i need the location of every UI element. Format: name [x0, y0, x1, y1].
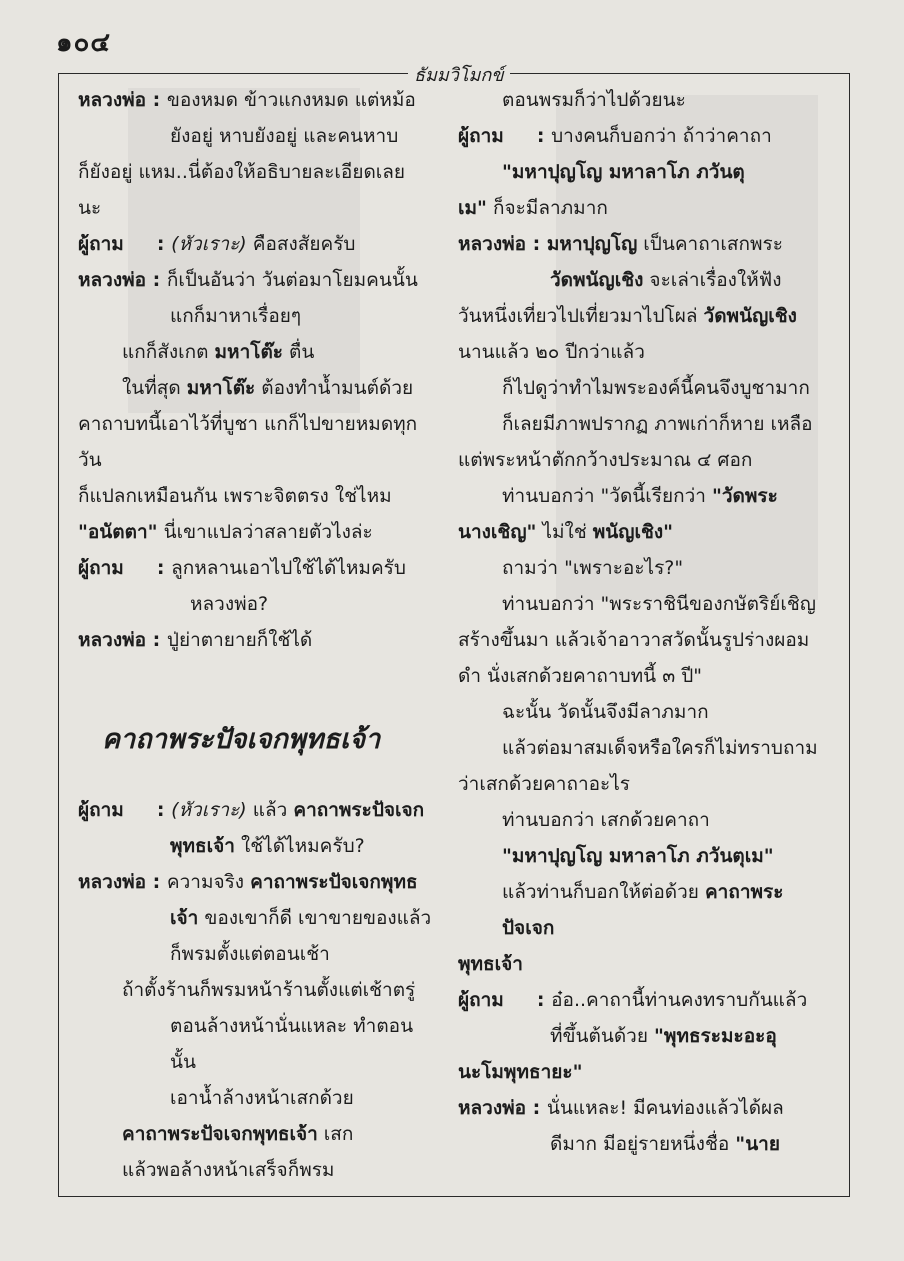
text-run: แล้ว [246, 799, 294, 821]
dialogue-text [547, 226, 824, 262]
bold-term: พุทธเจ้า [170, 835, 235, 857]
dialogue-line [78, 82, 432, 118]
text-run: ที่ขึ้นต้นด้วย [550, 1025, 655, 1047]
dialogue-text [171, 792, 432, 828]
speaker-label: หลวงพ่อ : [78, 871, 167, 893]
text-line: ถ้าตั้งร้านก็พรมหน้าร้านตั้งแต่เช้าตรู่ [122, 979, 416, 1001]
dialogue-text: ลูกหลานเอาไปใช้ได้ไหมครับ [171, 557, 406, 579]
bold-term: วัดพนัญเชิง [703, 305, 797, 327]
text-line [78, 514, 432, 550]
text-run: ก็จะมีลาภมาก [486, 197, 608, 219]
text-line: ก็ยังอยู่ แหม..นี่ต้องให้อธิบายละเอียดเลย [78, 161, 406, 183]
right-column [458, 82, 824, 1162]
dialogue-line [78, 792, 432, 828]
section-heading: คาถาพระปัจเจกพุทธเจ้า [102, 724, 381, 755]
speaker-label: หลวงพ่อ : [458, 233, 547, 255]
text-line [458, 262, 824, 298]
dialogue-line [78, 550, 432, 586]
bold-term: "อนัตตา" [78, 521, 158, 543]
text-line [458, 874, 824, 946]
text-line [458, 1018, 824, 1054]
text-line [78, 900, 432, 936]
dialogue-text: ก็เป็นอันว่า วันต่อมาโยมคนนั้น [166, 269, 418, 291]
text-line [458, 298, 824, 334]
running-title: ธัมมวิโมกข์ [408, 60, 510, 89]
text-run: ความจริง [166, 871, 251, 893]
text-line: แล้วพอล้างหน้าเสร็จก็พรม [122, 1159, 335, 1181]
bold-term: เจ้า [170, 907, 199, 929]
text-run: ต้องทำน้ำมนต์ด้วย [255, 377, 414, 399]
dialogue-line [78, 226, 432, 262]
bold-term: วัดพนัญเชิง [550, 269, 644, 291]
text-line: เอาน้ำล้างหน้าเสกด้วย [170, 1087, 354, 1109]
dialogue-text: อ๋อ..คาถานี้ท่านคงทราบกันแล้ว [551, 989, 808, 1011]
text-line: ก็เลยมีภาพปรากฏ ภาพเก่าก็หาย เหลือ [502, 413, 813, 435]
text-line: พุทธเจ้า [458, 953, 523, 975]
bold-term: "นาย [735, 1133, 780, 1155]
text-line [78, 1116, 432, 1152]
dialogue-text: ของหมด ข้าวแกงหมด แต่หม้อ [166, 89, 416, 111]
text-line: ถามว่า "เพราะอะไร?" [502, 557, 684, 579]
text-line: นะ [78, 197, 102, 219]
text-line: ตอนพรมก็ว่าไปด้วยนะ [502, 89, 686, 111]
text-line: ยังอยู่ หาบยังอยู่ และคนหาบ [170, 125, 399, 147]
text-line [458, 514, 824, 550]
text-line: "มหาปุญโญ มหาลาโภ ภวันตุ [502, 161, 745, 183]
bold-term: คาถาพระปัจเจกพุทธเจ้า [122, 1123, 318, 1145]
text-line [458, 478, 824, 514]
text-line: ท่านบอกว่า เสกด้วยคาถา [502, 809, 710, 831]
speaker-label: ผู้ถาม : [78, 799, 172, 821]
dialogue-line [78, 864, 432, 900]
text-line: ก็พรมตั้งแต่ตอนเช้า [170, 943, 330, 965]
dialogue-text: ปู่ย่าตายายก็ใช้ได้ [166, 629, 313, 651]
text-run: วันหนึ่งเที่ยวไปเที่ยวมาไปโผล่ [458, 305, 704, 327]
bold-term: คาถาพระปัจเจก [502, 881, 784, 939]
text-line: ท่านบอกว่า "พระราชินีของกษัตริย์เชิญ [502, 593, 816, 615]
text-line [458, 1126, 824, 1162]
text-line: สร้างขึ้นมา แล้วเจ้าอาวาสวัดนั้นรูปร่างผอม [458, 629, 810, 651]
text-line [78, 370, 432, 406]
speaker-label: หลวงพ่อ : [78, 629, 167, 651]
text-run: ในที่สุด [122, 377, 187, 399]
bold-term: พนัญเชิง" [592, 521, 674, 543]
text-line: ตอนล้างหน้านั่นแหละ ทำตอนนั้น [170, 1015, 414, 1073]
text-line: "มหาปุญโญ มหาลาโภ ภวันตุเม" [502, 845, 774, 867]
speaker-label: ผู้ถาม : [78, 233, 172, 255]
bold-term: มหาโต๊ะ [214, 341, 283, 363]
bold-term: เม" [458, 197, 487, 219]
text-line: ก็ไปดูว่าทำไมพระองค์นี้คนจึงบูชามาก [502, 377, 810, 399]
left-column [78, 82, 432, 1188]
text-run: จะเล่าเรื่องให้ฟัง [643, 269, 782, 291]
text-line [78, 334, 432, 370]
speaker-label: หลวงพ่อ : [78, 89, 167, 111]
speaker-label: ผู้ถาม : [458, 125, 552, 147]
bold-term: "วัดพระ [711, 485, 778, 507]
dialogue-line [458, 1090, 824, 1126]
text-line: แกก็มาหาเรื่อยๆ [170, 305, 302, 327]
text-line: นานแล้ว ๒๐ ปีกว่าแล้ว [458, 341, 645, 363]
speaker-label: หลวงพ่อ : [78, 269, 167, 291]
text-line: คาถาบทนี้เอาไว้ที่บูชา แกก็ไปขายหมดทุกวัน [78, 413, 418, 471]
bold-term: มหาโต๊ะ [186, 377, 256, 399]
speaker-label: ผู้ถาม : [458, 989, 552, 1011]
dialogue-text [171, 226, 432, 262]
bold-term: มหาปุญโญ [546, 233, 638, 255]
text-run: ของเขาก็ดี เขาขายของแล้ว [198, 907, 432, 929]
dialogue-text: นั่นแหละ! มีคนท่องแล้วได้ผล [546, 1097, 784, 1119]
text-line: แล้วต่อมาสมเด็จหรือใครก็ไม่ทราบถาม [502, 737, 818, 759]
dialogue-text-rest: คือสงสัยครับ [246, 233, 356, 255]
text-line [78, 828, 432, 864]
speaker-label: ผู้ถาม : [78, 557, 172, 579]
speaker-label: หลวงพ่อ : [458, 1097, 547, 1119]
text-line: ฉะนั้น วัดนั้นจึงมีลาภมาก [502, 701, 709, 723]
dialogue-line [78, 622, 432, 658]
text-run: ตื่น [282, 341, 315, 363]
text-run: แล้วท่านก็บอกให้ต่อด้วย [502, 881, 705, 903]
dialogue-line [78, 262, 432, 298]
text-run: แกก็สังเกต [122, 341, 215, 363]
bold-term: นางเชิญ" [458, 521, 537, 543]
text-line: ว่าเสกด้วยคาถาอะไร [458, 773, 631, 795]
text-run: ท่านบอกว่า "วัดนี้เรียกว่า [502, 485, 712, 507]
stage-note: (หัวเราะ) [171, 233, 247, 255]
text-line: นะโมพุทธายะ" [458, 1061, 583, 1083]
page-number: ๑๐๔ [56, 28, 112, 58]
bold-term: คาถาพระปัจเจกพุทธ [250, 871, 418, 893]
text-line [458, 190, 824, 226]
text-line: หลวงพ่อ? [190, 593, 269, 615]
dialogue-line [458, 226, 824, 262]
text-line: ก็แปลกเหมือนกัน เพราะจิตตรง ใช่ไหม [78, 485, 392, 507]
dialogue-text [167, 864, 432, 900]
text-line: ดำ นั่งเสกด้วยคาถาบทนี้ ๓ ปี" [458, 665, 703, 687]
bold-term: "พุทธระมะอะอุ [654, 1025, 777, 1047]
text-run: ดีมาก มีอยู่รายหนึ่งชื่อ [550, 1133, 736, 1155]
bold-term: คาถาพระปัจเจก [293, 799, 425, 821]
dialogue-line [458, 118, 824, 154]
text-run: เป็นคาถาเสกพระ [637, 233, 783, 255]
dialogue-line [458, 982, 824, 1018]
stage-note: (หัวเราะ) [171, 799, 247, 821]
text-run: ใช้ได้ไหมครับ? [234, 835, 365, 857]
text-run: นี่เขาแปลว่าสลายตัวไงล่ะ [157, 521, 373, 543]
dialogue-text: บางคนก็บอกว่า ถ้าว่าคาถา [551, 125, 772, 147]
text-line: แต่พระหน้าตักกว้างประมาณ ๔ ศอก [458, 449, 753, 471]
text-run: เสก [317, 1123, 354, 1145]
text-run: ไม่ใช่ [536, 521, 593, 543]
